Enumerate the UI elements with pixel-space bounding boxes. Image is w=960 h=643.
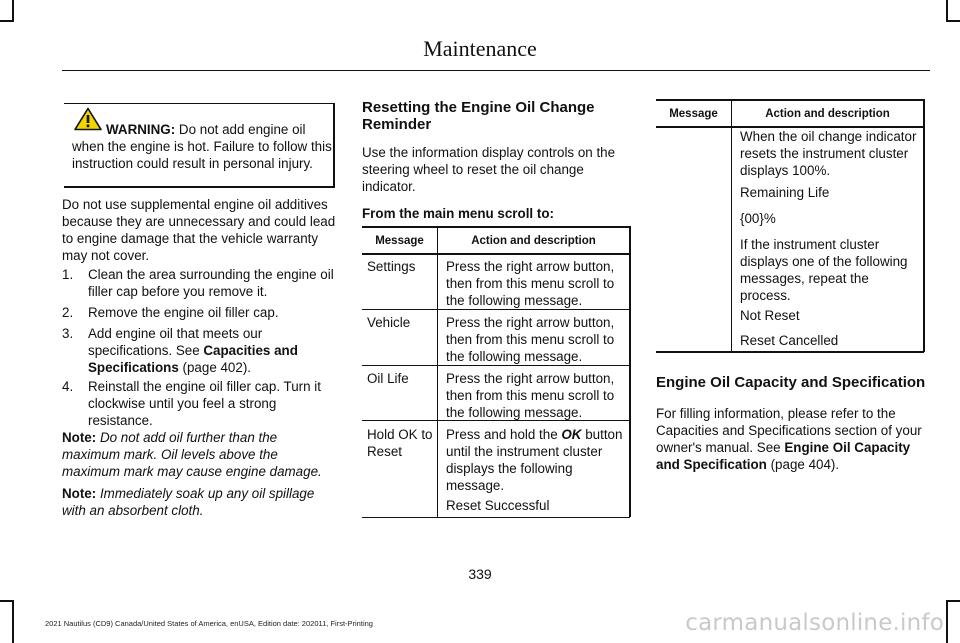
table-rule: [362, 309, 630, 310]
list-number: 1.: [62, 267, 74, 282]
oil-capacity-text-post: (page 404).: [766, 457, 840, 472]
table-rule: [656, 351, 924, 353]
note-text: Immediately soak up any oil spillage with an absorbent cloth.: [62, 486, 315, 518]
ok-button-label: OK: [561, 427, 582, 442]
footer-edition: 2021 Nautilus (CD9) Canada/United States of America, enUSA, Edition date: 202011, First-Printing: [45, 619, 373, 628]
section-heading-oil-capacity: Engine Oil Capacity and Specification: [656, 374, 926, 391]
table-rule: [362, 365, 630, 366]
additives-paragraph: Do not use supplemental engine oil additives because they are unnecessary and could lead to engine damage that the vehicle warranty may not cover.: [62, 197, 336, 263]
warning-border-top: [64, 103, 334, 104]
table-col-divider: [437, 226, 438, 517]
table-cell-action: [446, 426, 628, 494]
list-number: 3.: [62, 326, 74, 341]
table-cell-reset-successful: Reset Successful: [446, 498, 550, 513]
oil-capacity-text: For filling information, please refer to the Capacities and Specifications section of your owner's manual. See: [656, 406, 922, 455]
list-number: 4.: [62, 379, 74, 394]
note-label: Note:: [62, 486, 97, 501]
list-text: Remove the engine oil filler cap.: [88, 305, 279, 320]
note-label: Note:: [62, 430, 97, 445]
list-text-pre: Add engine oil that meets our specifications. See: [88, 326, 263, 358]
table-cell-action: Press the right arrow button, then from this menu scroll to the following message.: [446, 315, 615, 364]
crop-mark: [12, 0, 14, 22]
table-rule: [656, 99, 924, 101]
table-cell-action: Press the right arrow button, then from this menu scroll to the following message.: [446, 371, 615, 420]
list-number: 2.: [62, 305, 74, 320]
table-cell-action-p6: Reset Cancelled: [740, 333, 839, 348]
table-header-message: Message: [375, 235, 424, 247]
action-text-pre: Press and hold the: [446, 427, 562, 442]
crop-mark: [12, 600, 14, 643]
crop-mark: [946, 600, 960, 602]
crop-mark: [946, 0, 948, 22]
warning-label: WARNING:: [106, 122, 176, 137]
warning-border-bottom: [64, 186, 335, 188]
capacities-specifications-link[interactable]: Capacities and Specifications: [88, 343, 298, 375]
table-header-message: Message: [669, 108, 718, 120]
engine-oil-capacity-link[interactable]: Engine Oil Capacity and Specification: [656, 440, 911, 472]
table-header-action: Action and description: [765, 108, 890, 120]
warning-text: [72, 121, 334, 172]
table-header-action: Action and description: [471, 235, 596, 247]
note-text: Do not add oil further than the maximum mark. Oil levels above the maximum mark may cause engine damage.: [62, 430, 322, 479]
list-text-post: (page 402).: [178, 360, 252, 375]
watermark: carmanualsonline.info: [685, 610, 944, 636]
crop-mark: [946, 600, 948, 643]
page-header-title: Maintenance: [423, 36, 537, 61]
list-text: Reinstall the engine oil filler cap. Turn it clockwise until you feel a strong resistance.: [88, 379, 321, 428]
table-cell-action-p4: If the instrument cluster displays one of the following messages, repeat the process.: [740, 237, 908, 303]
table-cell-message: Settings: [367, 259, 416, 274]
page-number: 339: [468, 566, 492, 582]
oil-capacity-paragraph: [656, 405, 926, 473]
header-rule: [62, 70, 930, 71]
crop-mark: [0, 20, 12, 22]
scroll-label: From the main menu scroll to:: [362, 206, 554, 221]
table-cell-action-p1: When the oil change indicator resets the instrument cluster displays 100%.: [740, 129, 917, 178]
table-cell-message: Oil Life: [367, 371, 409, 386]
warning-body: Do not add engine oil when the engine is hot. Failure to follow this instruction could result in personal injury.: [72, 122, 332, 171]
crop-mark: [946, 20, 960, 22]
table-cell-action-p2: Remaining Life: [740, 185, 830, 200]
list-text: Clean the area surrounding the engine oil filler cap before you remove it.: [88, 267, 334, 299]
table-rule: [362, 226, 630, 228]
list-text: [88, 325, 338, 376]
section-heading-reset-reminder: Resetting the Engine Oil Change Reminder: [362, 99, 595, 133]
action-text-post: button until the instrument cluster displays the following message.: [446, 427, 623, 493]
note-oil-level: [62, 429, 338, 480]
table-col-divider: [629, 226, 631, 517]
table-cell-message: Hold OK to Reset: [367, 427, 433, 459]
table-rule: [362, 253, 630, 255]
reset-intro: Use the information display controls on the steering wheel to reset the oil change indicator.: [362, 145, 616, 194]
table-cell-action-p3: {00}%: [740, 211, 776, 226]
table-col-divider: [731, 99, 732, 352]
crop-mark: [0, 600, 12, 602]
table-rule: [362, 517, 630, 518]
table-col-divider: [923, 99, 925, 352]
table-cell-message: Vehicle: [367, 315, 411, 330]
note-spillage: [62, 485, 338, 519]
table-cell-action: Press the right arrow button, then from this menu scroll to the following message.: [446, 259, 615, 308]
table-cell-action-p5: Not Reset: [740, 308, 800, 323]
